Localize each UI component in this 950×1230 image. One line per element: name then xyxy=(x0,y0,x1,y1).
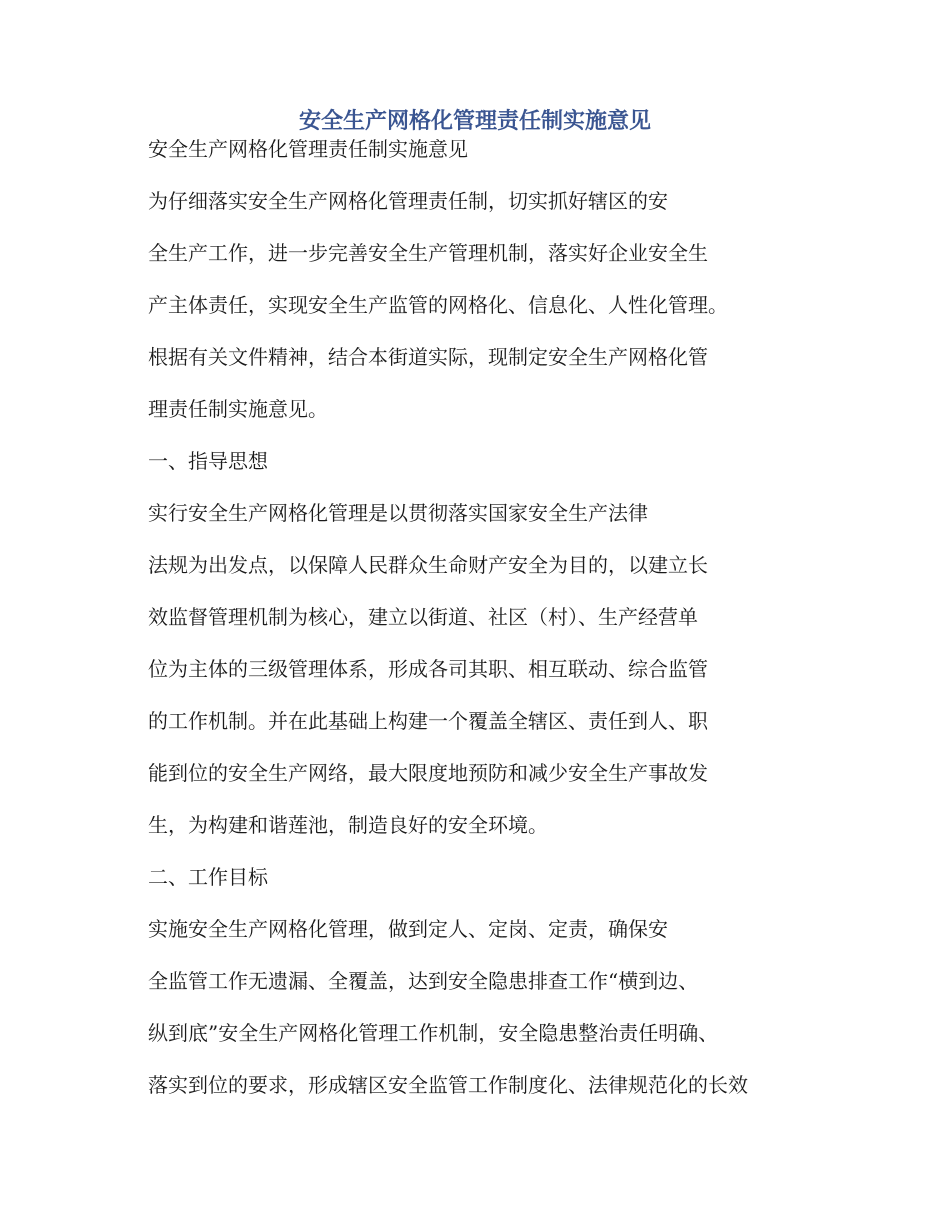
section-heading-work-goals: 二、工作目标 xyxy=(148,865,268,889)
paragraph-line: 落实到位的要求，形成辖区安全监管工作制度化、法律规范化的长效 xyxy=(148,1073,748,1097)
paragraph-line: 理责任制实施意见。 xyxy=(148,397,328,421)
paragraph-line: 全生产工作，进一步完善安全生产管理机制，落实好企业安全生 xyxy=(148,241,708,265)
document-title: 安全生产网格化管理责任制实施意见 xyxy=(298,108,651,134)
paragraph-line: 位为主体的三级管理体系，形成各司其职、相互联动、综合监管 xyxy=(148,657,708,681)
paragraph-line-subtitle: 安全生产网格化管理责任制实施意见 xyxy=(148,137,468,161)
paragraph-line: 纵到底”安全生产网格化管理工作机制，安全隐患整治责任明确、 xyxy=(148,1021,719,1045)
paragraph-line: 全监管工作无遗漏、全覆盖，达到安全隐患排查工作“横到边、 xyxy=(148,969,699,993)
paragraph-line: 产主体责任，实现安全生产监管的网格化、信息化、人性化管理。 xyxy=(148,293,728,317)
paragraph-line: 的工作机制。并在此基础上构建一个覆盖全辖区、责任到人、职 xyxy=(148,709,708,733)
paragraph-line: 实行安全生产网格化管理是以贯彻落实国家安全生产法律 xyxy=(148,501,648,525)
paragraph-line: 为仔细落实安全生产网格化管理责任制，切实抓好辖区的安 xyxy=(148,189,668,213)
paragraph-line: 根据有关文件精神，结合本街道实际，现制定安全生产网格化管 xyxy=(148,345,708,369)
paragraph-line: 能到位的安全生产网络，最大限度地预防和减少安全生产事故发 xyxy=(148,761,708,785)
paragraph-line: 实施安全生产网格化管理，做到定人、定岗、定责，确保安 xyxy=(148,917,668,941)
section-heading-guiding-thought: 一、指导思想 xyxy=(148,449,268,473)
paragraph-line: 效监督管理机制为核心，建立以街道、社区（村）、生产经营单 xyxy=(148,605,698,629)
paragraph-line: 法规为出发点，以保障人民群众生命财产安全为目的，以建立长 xyxy=(148,553,708,577)
paragraph-line: 生，为构建和谐莲池，制造良好的安全环境。 xyxy=(148,813,548,837)
